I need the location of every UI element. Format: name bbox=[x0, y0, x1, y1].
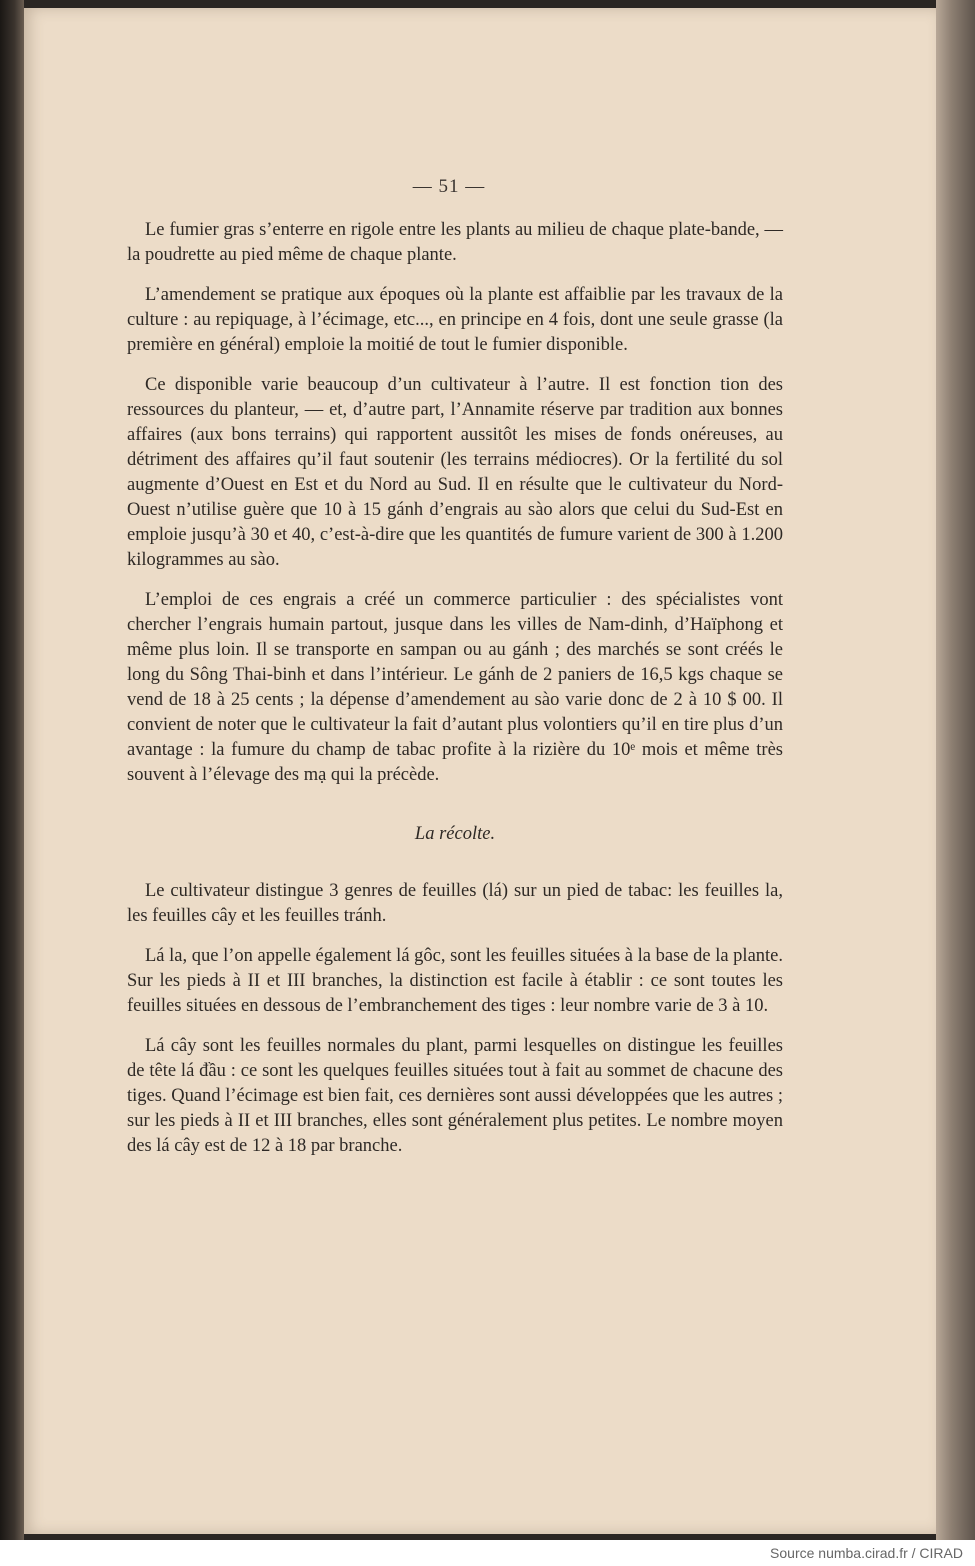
paragraph-disponible: Ce disponible varie beaucoup d’un cultivateur à l’autre. Il est fonction tion des ressources du planteur, — et, d’autre part, l’Annamite réserve par tradition aux bonnes affaires (aux bons terrains) qui rapportent aussitôt les mises de fonds onéreuses, au détriment des affaires qu’il faut soutenir (les terrains médiocres). Or la fertilité du sol augmente d’Ouest en Est et du Nord au Sud. Il en résulte que le cultivateur du Nord-Ouest n’utilise guère que 10 à 15 gánh d’engrais au sào alors que celui du Sud-Est en emploie jusqu’à 30 et 40, c’est-à-dire que les quantités de fumure varient de 300 à 1.200 kilogrammes au sào. bbox=[127, 375, 783, 570]
page-number: — 51 — bbox=[412, 176, 486, 197]
paragraph-la-la: Lá la, que l’on appelle également lá gôc, sont les feuilles situées à la base de la plante. Sur les pieds à II et III branches, la distinction est facile à établir : ce sont toutes les feuilles situées en dessous de l’embranchement des tiges : leur nombre varie de 3 à 10. bbox=[127, 946, 784, 1016]
source-footer: Source numba.cirad.fr / CIRAD bbox=[770, 1545, 963, 1561]
body-text bbox=[127, 218, 783, 1174]
paragraph-genres-feuilles: Le cultivateur distingue 3 genres de feuilles (lá) sur un pied de tabac: les feuilles la, les feuilles cây et les feuilles tránh. bbox=[127, 881, 783, 926]
section-heading: La récolte. bbox=[414, 824, 496, 844]
book-page bbox=[24, 8, 936, 1534]
paragraph-la-cay: Lá cây sont les feuilles normales du plant, parmi lesquelles on distingue les feuilles de tête lá đầu : ce sont les quelques feuilles situées tout à fait au sommet de chacune des tiges. Quand l’écimage est bien fait, ces dernières sont aussi développées que les autres ; sur les pieds à II et III branches, elles sont généralement plus petites. Le nombre moyen des lá cây est de 12 à 18 par branche. bbox=[127, 1036, 783, 1156]
paragraph-commerce: L’emploi de ces engrais a créé un commerce particulier : des spécialistes vont chercher l’engrais humain partout, jusque dans les villes de Nam-dinh, d’Haïphong et même plus loin. Il se transporte en sampan ou au gánh ; des marchés se sont créés le long du Sông Thai-binh et dans l’intérieur. Le gánh de 2 paniers de 16,5 kgs chaque se vend de 18 à 25 cents ; la dépense d’amendement au sào varie donc de 2 à 10 $ 00. Il convient de noter que le cultivateur la fait d’autant plus volontiers qu’il en tire plus d’un avantage : la fumure du champ de tabac profite à la rizière du 10ᵉ mois et même très souvent à l’élevage des mạ qui la précède. bbox=[127, 590, 783, 785]
paragraph-fumier: Le fumier gras s’enterre en rigole entre les plants au milieu de chaque plate-bande, — la poudrette au pied même de chaque plante. bbox=[127, 220, 783, 265]
paragraph-amendement: L’amendement se pratique aux époques où la plante est affaiblie par les travaux de la culture : au repiquage, à l’écimage, etc..., en principe en 4 fois, dont une seule grasse (la première en général) emploie la moitié de tout le fumier disponible. bbox=[127, 285, 783, 355]
book-binding bbox=[0, 0, 24, 1540]
page-edge-stack bbox=[936, 0, 975, 1540]
